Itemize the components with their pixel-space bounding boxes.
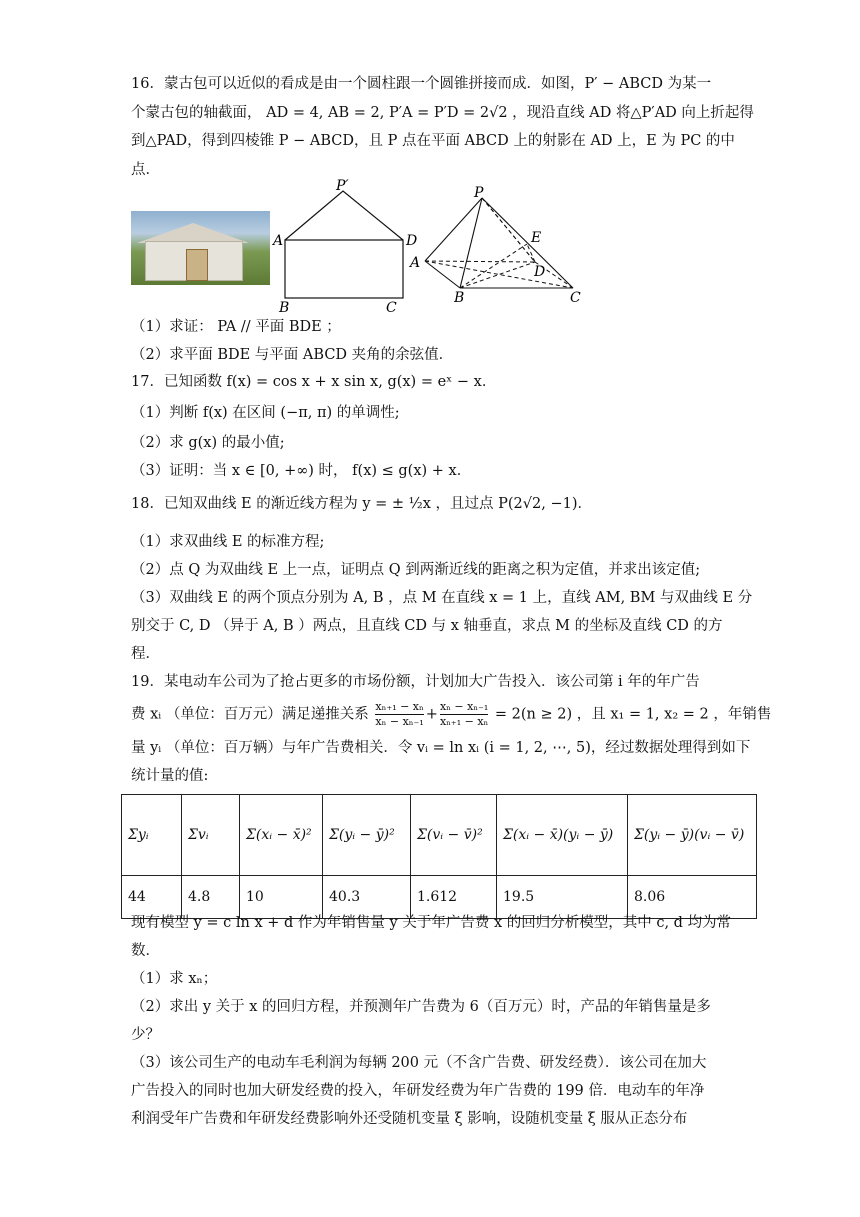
table-header-cell: Σ(vᵢ − v̄)² — [411, 795, 497, 876]
q19-model-line-1: 现有模型 y = c ln x + d 作为年销售量 y 关于年广告费 x 的回归分析模型，其中 c, d 均为常 — [131, 915, 732, 931]
label-p-prime: P′ — [336, 178, 349, 194]
q19-part-2a: （2）求出 y 关于 x 的回归方程，并预测年广告费为 6（百万元）时，产品的年销售量是多 — [131, 999, 711, 1015]
q19-line-2-start: 费 xᵢ （单位：百万元）满足递推关系 — [131, 706, 369, 723]
label-a: A — [273, 233, 284, 249]
table-header-cell: Σ(yᵢ − ȳ)² — [323, 795, 411, 876]
q19-line-1: 19．某电动车公司为了抢占更多的市场份额，计划加大广告投入．该公司第 i 年的年广告 — [131, 674, 700, 690]
label-a: A — [410, 255, 421, 271]
q18-part-3c: 程． — [131, 646, 160, 662]
q17-line-1: 17．已知函数 f(x) = cos x + x sin x, g(x) = eˣ − x． — [131, 374, 497, 390]
q18-part-3a: （3）双曲线 E 的两个顶点分别为 A, B ，点 M 在直线 x = 1 上，直线 AM, BM 与双曲线 E 分 — [131, 590, 753, 606]
table-header-cell: Σ(yᵢ − ȳ)(vᵢ − v̄) — [628, 795, 757, 876]
q19-part-3c: 利润受年广告费和年研发经费影响外还受随机变量 ξ 影响，设随机变量 ξ 服从正态分布 — [131, 1111, 688, 1127]
pyramid-figure — [405, 184, 590, 304]
q16-line-4: 点． — [131, 162, 160, 178]
table-cell: 40.3 — [323, 876, 411, 919]
triangle-edges — [285, 191, 403, 240]
q17-part-2: （2）求 g(x) 的最小值; — [131, 435, 285, 451]
label-b: B — [279, 300, 290, 316]
q16-part-1: （1）求证： PA // 平面 BDE ； — [131, 319, 341, 335]
q19-model-line-2: 数． — [131, 943, 160, 959]
q19-part-3a: （3）该公司生产的电动车毛利润为每辆 200 元（不含广告费、研发经费）．该公司在加大 — [131, 1055, 707, 1071]
table-header-cell: Σvᵢ — [182, 795, 240, 876]
rectangle-abcd — [285, 240, 403, 298]
q17-part-3: （3）证明：当 x ∈ [0, +∞) 时， f(x) ≤ g(x) + x． — [131, 463, 472, 479]
label-c: C — [570, 290, 581, 304]
q19-line-2-end: = 2(n ≥ 2) ，且 x₁ = 1, x₂ = 2 ，年销售 — [494, 706, 772, 723]
table-header-row — [122, 795, 757, 876]
recurrence-fraction-1: $\frac{\text{xₙ₊₁ − xₙ}}{\text{xₙ − xₙ₋₁}}$ — [375, 700, 424, 728]
table-cell: 19.5 — [497, 876, 628, 919]
q16-line-3: 到△PAD，得到四棱锥 P − ABCD，且 P 点在平面 ABCD 上的射影在 AD 上，E 为 PC 的中 — [131, 133, 735, 149]
label-p: P — [474, 185, 484, 201]
recurrence-fraction-2: $\frac{\text{xₙ − xₙ₋₁}}{\text{xₙ₊₁ − xₙ}}$ — [439, 700, 489, 728]
q18-part-2: （2）点 Q 为双曲线 E 上一点，证明点 Q 到两渐近线的距离之积为定值，并求出该定值; — [131, 562, 701, 578]
statistics-table — [121, 794, 757, 919]
q18-line-1: 18．已知双曲线 E 的渐近线方程为 y = ± ½x ，且过点 P(2√2, −1)． — [131, 496, 592, 512]
yurt-roof — [137, 223, 249, 243]
q19-part-2b: 少？ — [131, 1027, 160, 1043]
table-header-cell: Σ(xᵢ − x̄)(yᵢ − ȳ) — [497, 795, 628, 876]
table-header-cell: Σyᵢ — [122, 795, 182, 876]
table-cell: 8.06 — [628, 876, 757, 919]
yurt-door — [186, 249, 208, 281]
q19-line-3: 量 yᵢ （单位：百万辆）与年广告费相关．令 vᵢ = ln xᵢ (i = 1, 2, ⋯, 5)，经过数据处理得到如下 — [131, 740, 751, 756]
label-b: B — [454, 290, 465, 304]
table-cell: 1.612 — [411, 876, 497, 919]
q19-line-4: 统计量的值: — [131, 768, 209, 784]
q16-line-1: 16．蒙古包可以近似的看成是由一个圆柱跟一个圆锥拼接而成．如图，P′ − ABCD 为某一 — [131, 76, 712, 92]
q16-line-2: 个蒙古包的轴截面， AD = 4, AB = 2, P′A = P′D = 2√2 ，现沿直线 AD 将△P′AD 向上折起得 — [131, 105, 754, 121]
axial-section-figure — [270, 176, 420, 316]
q18-part-3b: 别交于 C, D （异于 A, B ）两点，且直线 CD 与 x 轴垂直，求点 M 的坐标及直线 CD 的方 — [131, 618, 723, 634]
q16-part-2: （2）求平面 BDE 与平面 ABCD 夹角的余弦值． — [131, 347, 454, 363]
label-d: D — [406, 233, 418, 249]
label-c: C — [386, 300, 397, 316]
label-e: E — [531, 230, 542, 246]
table-header-cell: Σ(xᵢ − x̄)² — [240, 795, 323, 876]
yurt-photo — [131, 211, 270, 285]
q17-part-1: （1）判断 f(x) 在区间 (−π, π) 的单调性; — [131, 405, 400, 421]
label-d: D — [534, 264, 546, 280]
q19-part-1: （1）求 xₙ； — [131, 971, 218, 987]
table-cell: 4.8 — [182, 876, 240, 919]
q19-line-2: 费 xᵢ （单位：百万元）满足递推关系 $\frac{\text{xₙ₊₁ − xₙ}}{\text{xₙ − xₙ₋₁}}$ + $\frac{\text{xₙ − xₙ₋₁}}{\text{xₙ₊₁ − xₙ}}$ = 2(n ≥ 2) ，且 x₁ = 1, x₂ = 2 ，年销售 — [131, 700, 772, 728]
table-cell: 44 — [122, 876, 182, 919]
q18-part-1: （1）求双曲线 E 的标准方程; — [131, 534, 325, 550]
q19-part-3b: 广告投入的同时也加大研发经费的投入，年研发经费为年广告费的 199 倍．电动车的年净 — [131, 1083, 705, 1099]
table-cell: 10 — [240, 876, 323, 919]
